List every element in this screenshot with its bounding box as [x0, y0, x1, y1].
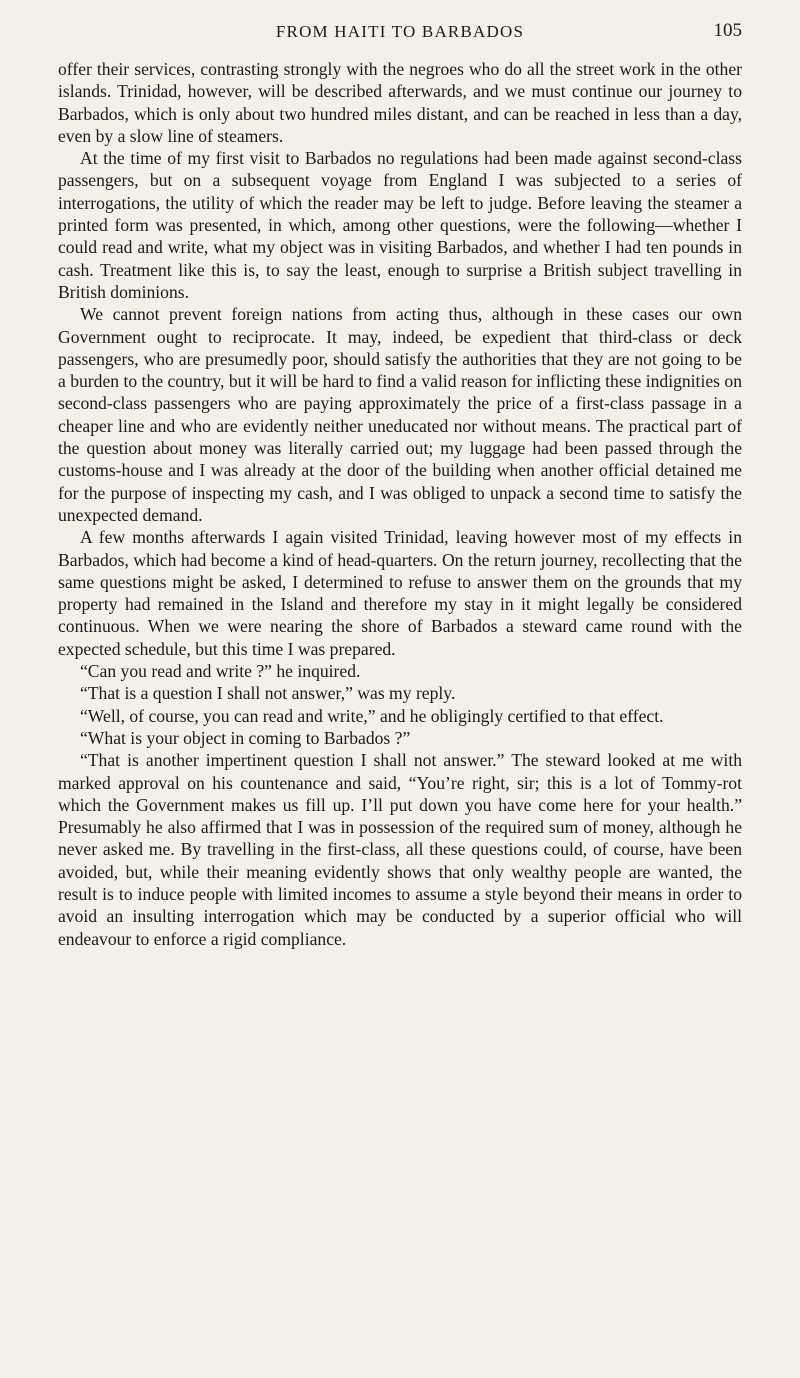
- dialogue-line: “Can you read and write ?” he inquired.: [80, 661, 361, 682]
- running-title: FROM HAITI TO BARBADOS: [275, 22, 525, 41]
- dialogue-line: “That is a question I shall not answer,” was my reply.: [80, 683, 456, 704]
- paragraph-continued: offer their services, contrasting strongly with the negroes who do all the street work in the other islands. Trinidad, however, will be described afterwards, and we must continue our journey to Barbados, which is only about two hundred miles distant, and can be reached in less than a day, even by a slow line of steamers.: [58, 59, 742, 146]
- page-number: 105: [713, 20, 742, 41]
- body-text: [58, 58, 742, 950]
- paragraph-steward-reply: “That is another impertinent question I shall not answer.” The steward looked at me with marked approval on his countenance and said, “You’re right, sir; this is a lot of Tommy-rot which the Government makes us fill up. I’ll put down you have come here for your health.” Presumably he also affirmed that I was in possession of the required sum of money, although he never asked me. By travelling in the first-class, all these questions could, of course, have been avoided, but, while their meaning evidently shows that only wealthy people are wanted, the result is to induce people with limited incomes to assume a style beyond their means in order to avoid an insulting interrogation which may be conducted by a superior official who will endeavour to enforce a rigid compliance.: [58, 750, 742, 949]
- dialogue-line: “Well, of course, you can read and write,” and he obligingly certified to that effect.: [80, 705, 664, 726]
- paragraph-foreign-nations: We cannot prevent foreign nations from acting thus, although in these cases our own Government ought to reciprocate. It may, indeed, be expedient that third-class or deck passengers, who are presumedly poor, should satisfy the authorities that they are not going to be a burden to the country, but it will be hard to find a valid reason for inflicting these indignities on second-class passengers who are paying approximately the price of a first-class passage in a cheaper line and who are evidently neither uneducated nor without means. The practical part of the question about money was literally carried out; my luggage had been passed through the customs-house and I was already at the door of the building when another official detained me for the purpose of inspecting my cash, and I was obliged to unpack a second time to satisfy the unexpected demand.: [58, 304, 742, 525]
- paragraph-return-journey: A few months afterwards I again visited Trinidad, leaving however most of my effects in Barbados, which had become a kind of head-quarters. On the return journey, recollecting that the same questions might be asked, I determined to refuse to answer them on the grounds that my property had remained in the Island and therefore my stay in it might legally be considered continuous. When we were nearing the shore of Barbados a steward came round with the expected schedule, but this time I was prepared.: [58, 527, 742, 659]
- paragraph-regulations: At the time of my first visit to Barbados no regulations had been made against second-class passengers, but on a subsequent voyage from England I was subjected to a series of interrogations, the utility of which the reader may be left to judge. Before leaving the steamer a printed form was presented, in which, among other questions, were the following—whether I could read and write, what my object was in visiting Barbados, and whether I had ten pounds in cash. Treatment like this is, to say the least, enough to surprise a British subject travelling in British dominions.: [58, 148, 742, 302]
- dialogue-line: “What is your object in coming to Barbados ?”: [80, 727, 411, 748]
- running-header: [58, 22, 742, 58]
